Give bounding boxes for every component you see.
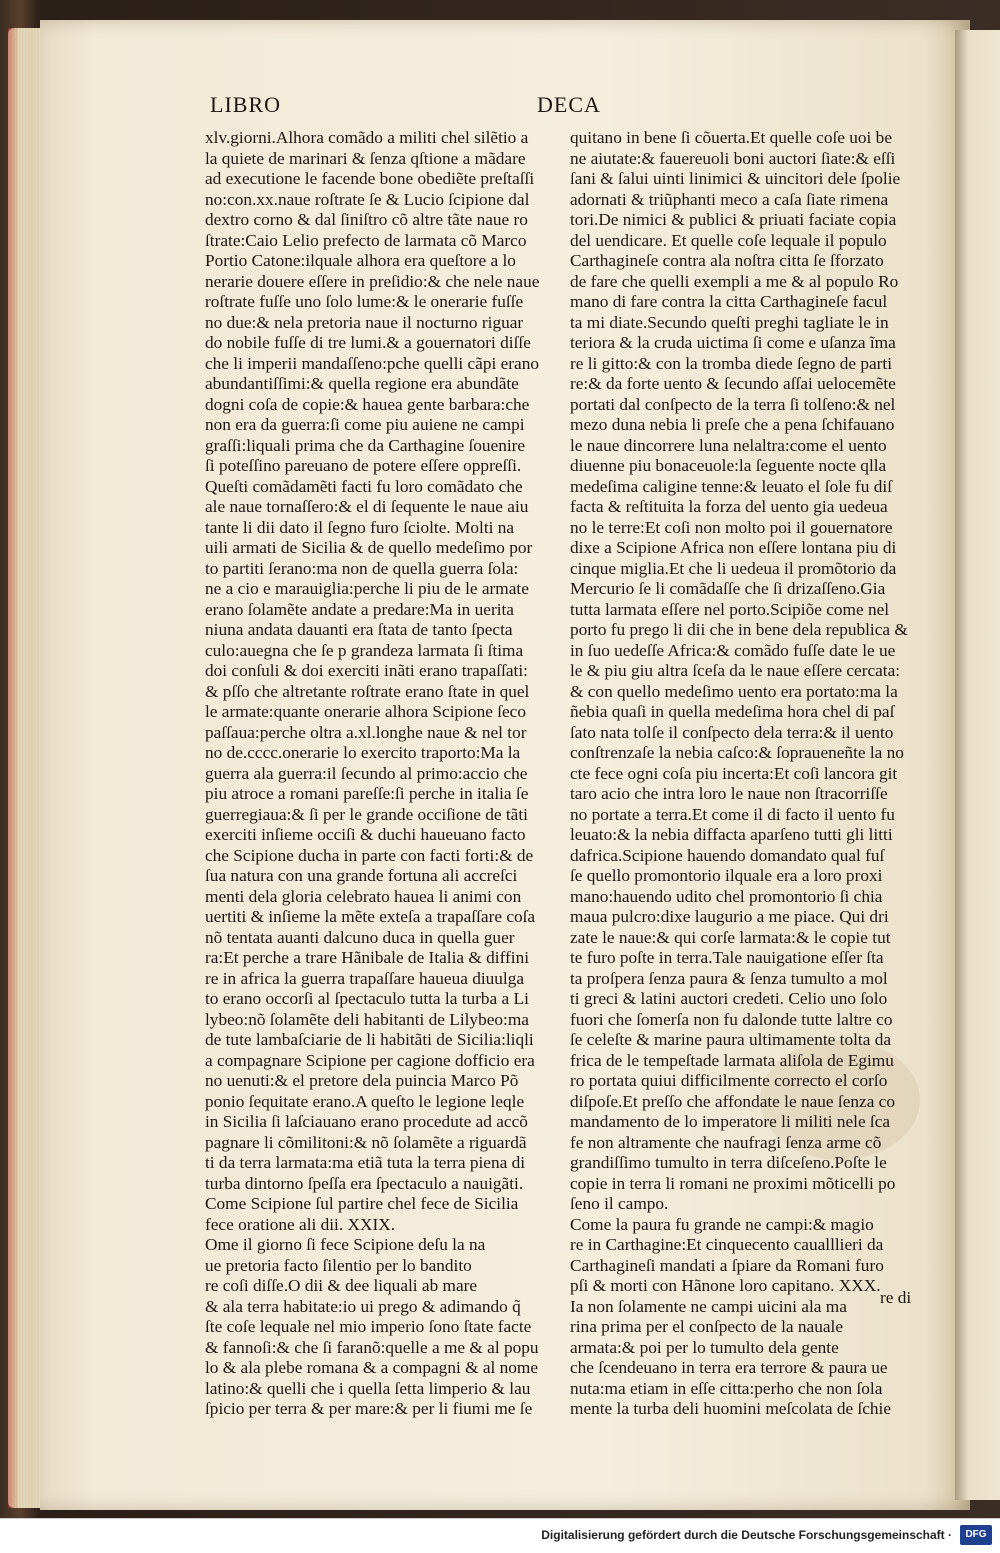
text-line: niuna andata dauanti era ſtata de tanto ſpecta — [205, 620, 513, 639]
text-line: ne aiutate:& fauereuoli boni auctori ſiate:& eſſi — [570, 148, 896, 168]
text-line: te furo poſte in terra.Tale nauigatione eſſer ſta — [570, 948, 884, 967]
text-line: Carthagineſe contra ala noſtra citta ſe ſforzato — [570, 251, 884, 270]
text-line: Carthagineſi mandati a ſpiare da Romani furo — [570, 1255, 884, 1275]
text-line: no due:& nela pretoria naue il nocturno riguar — [205, 312, 524, 332]
text-line: maua pulcro:dixe laugurio a me piace. Qui dri — [570, 907, 889, 926]
text-line: dogni coſa de copie:& hauea gente barbara:che — [205, 394, 530, 414]
text-line: ue pretoria facto ſilentio per lo bandito — [205, 1255, 472, 1275]
text-line: dixe a Scipione Africa non eſſere lontana piu di — [570, 538, 897, 557]
text-line: le & piu giu altra ſceſa da le naue eſſere cercata: — [570, 661, 901, 680]
text-line: & pſſo che altretante roſtrate erano ſtate in quel — [205, 681, 530, 701]
text-line: diuenne piu bonaceuole:la ſeguente nocte qlla — [570, 456, 887, 475]
text-line: re in africa la guerra trapaſſare haueua diuulga — [205, 968, 525, 988]
text-line: no de.cccc.onerarie lo exercito traporto:Ma la — [205, 743, 521, 762]
text-line: graſſi:liquali prima che da Carthagine ſouenire — [205, 435, 526, 455]
text-line: ñebia quaſi in quella medeſima hora chel di paſ — [570, 702, 895, 721]
text-line: mano di fare contra la citta Carthagineſe facul — [570, 292, 888, 311]
text-line: facta & reſtituita la forza del uento gia uedeua — [570, 497, 888, 516]
text-line: che li imperii mandaſſeno:pche quelli cãpi erano — [205, 353, 539, 373]
text-line: medeſima caligine tenne:& leuato el ſole fu diſ — [570, 476, 892, 496]
text-line: lybeo:nõ ſolamẽte deli habitanti de Lilybeo:ma — [205, 1009, 529, 1029]
text-line: uertiti & inſieme la mẽte exteſa a trapaſſare coſa — [205, 907, 536, 926]
text-line: fe non altramente che naufragi ſenza arme cõ — [570, 1132, 882, 1152]
text-line: in ſuo uedeſſe Africa:& comãdo fuſſe date le ue — [570, 640, 896, 660]
text-line: piu atroce a romani pareſſe:ſi perche in italia ſe — [205, 784, 529, 803]
text-line: re:& da forte uento & ſecundo aſſai uelocemẽte — [570, 374, 896, 393]
text-line: diſpoſe.Et preſſo che affondate le naue ſenza co — [570, 1091, 895, 1111]
text-line: ſe quello promontorio ilquale era a loro proxi — [570, 866, 883, 885]
text-line: ſua natura con una grande fortuna ali accreſci — [205, 866, 518, 885]
text-line: nuta:ma etiam in eſſe citta:perho che non ſola — [570, 1378, 883, 1398]
text-line: tante li dii dato il ſegno furo ſciolte. Molti na — [205, 517, 515, 537]
text-line: ne a cio e marauiglia:perche li piu de le armate — [205, 579, 529, 598]
text-line: to erano occorſi al ſpectaculo tutta la turba a Li — [205, 989, 529, 1008]
text-line: del uendicare. Et quelle coſe lequale il populo — [570, 230, 887, 250]
text-line: ſte coſe lequale nel mio imperio ſono ſtate facte — [205, 1317, 532, 1336]
text-line: guerregiaua:& ſi per le grande occiſione de tãti — [205, 804, 528, 824]
text-line: copie in terra li romani ne proximi mõticelli po — [570, 1173, 896, 1193]
text-line: ſi poteſſino pareuano de potere eſſere oppreſſi. — [205, 456, 522, 475]
text-line: erano ſolamẽte andate a predare:Ma in uerita — [205, 599, 514, 619]
text-line: re coſi diſſe.O dii & dee liquali ab mare — [205, 1276, 478, 1295]
text-line: taro acio che intra loro le naue non ſtracorriſſe — [570, 784, 888, 803]
text-line: frica de le tempeſtade larmata aliſola de Egimu — [570, 1050, 894, 1070]
right-column-text — [570, 128, 922, 1420]
text-line: do nobile fuſſe di tre lumi.& a gouernatori diſſe — [205, 333, 531, 352]
text-line: dextro corno & dal ſiniſtro cõ altre tãte naue ro — [205, 210, 528, 229]
text-line: Queſti comãdamẽti facti fu loro comãdato che — [205, 476, 523, 496]
text-line: leuato:& la nebia diffacta aparſeno tutti gli litti — [570, 825, 893, 844]
text-line: de tute lambaſciarie de li habitãti de Sicilia:liqli — [205, 1030, 534, 1049]
text-line: nõ tentata auanti dalcuno duca in quella guer — [205, 927, 515, 947]
text-line: lo & ala plebe romana & a compagni & al nome — [205, 1358, 539, 1377]
text-line: guerra ala guerra:il ſecundo al primo:accio che — [205, 763, 528, 783]
text-line: non era da guerra:ſi come piu auiene ne campi — [205, 415, 525, 434]
text-line: fece oratione ali dii. XXIX. — [205, 1214, 396, 1234]
text-line: cte fece ogni coſa piu incerta:Et coſi lancora git — [570, 763, 898, 783]
text-line: ponio ſequitate erano.A queſto le legione leqle — [205, 1091, 525, 1111]
text-line: conſtrenzaſe la nebia caſco:& ſopraueneñte la no — [570, 743, 904, 762]
text-line: Come la paura fu grande ne campi:& magio — [570, 1214, 874, 1234]
text-line: armata:& poi per lo tumulto dela gente — [570, 1337, 839, 1357]
text-line: xlv.giorni.Alhora comãdo a militi chel silẽtio a — [205, 128, 529, 147]
text-line: to partiti ſerano:ma non de quella guerra ſola: — [205, 558, 519, 578]
text-line: re in Carthagine:Et cinquecento caualllieri da — [570, 1235, 884, 1254]
text-line: porto fu prego li dii che in bene dela republica & — [570, 620, 908, 639]
text-line: pſi & morti con Hãnone loro capitano. XXX. — [570, 1276, 881, 1295]
text-line: ſani & ſalui uinti linimici & uincitori dele ſpolie — [570, 169, 901, 188]
text-line: Ome il giorno ſi fece Scipione deſu la na — [205, 1235, 486, 1254]
text-line: no le terre:Et coſi non molto poi il gouernatore — [570, 517, 893, 537]
text-line: le naue dincorrere luna nelaltra:come el uento — [570, 435, 887, 455]
text-line: mandamento de lo imperatore li militi nele ſca — [570, 1112, 891, 1131]
text-line: ti da terra larmata:ma etiã tuta la terra piena di — [205, 1153, 526, 1172]
text-line: & con quello medeſimo uento era portato:ma la — [570, 681, 898, 701]
text-line: la quiete de marinari & ſenza qſtione a mãdare — [205, 148, 526, 168]
text-line: quitano in bene ſi cõuerta.Et quelle coſe uoi be — [570, 128, 892, 147]
text-line: exerciti inſieme occiſi & duchi haueuano facto — [205, 825, 526, 844]
text-line: mezo duna nebia li preſe che a pena ſchifauano — [570, 415, 895, 434]
text-line: roſtrate fuſſe uno ſolo lume:& le onerarie fuſſe — [205, 292, 524, 311]
dfg-logo: DFG — [960, 1525, 992, 1545]
header-center: DECA — [537, 92, 601, 117]
text-line: re li gitto:& con la tromba diede ſegno de parti — [570, 353, 893, 373]
text-line: pagnare li cõmilitoni:& nõ ſolamẽte a riguardã — [205, 1132, 527, 1152]
text-line: che Scipione ducha in parte con facti forti:& de — [205, 845, 534, 865]
text-line: Come Scipione ſul partire chel fece de Sicilia — [205, 1194, 519, 1213]
right-page-edge — [955, 30, 1000, 1500]
text-line: Mercurio ſe li comãdaſſe che ſi drizaſſeno.Gia — [570, 579, 886, 598]
text-line: a compagnare Scipione per cagione dofficio era — [205, 1050, 535, 1070]
text-line: portati dal conſpecto de la terra ſi tolſeno:& nel — [570, 394, 896, 414]
footer-credit: Digitalisierung gefördert durch die Deutsche Forschungsgemeinschaft · — [541, 1528, 952, 1542]
text-line: de fare che quelli exempli a me & al populo Ro — [570, 271, 899, 291]
text-line: ta proſpera ſenza paura & ſenza tumulto a mol — [570, 968, 888, 988]
text-line: mente la turba deli huomini meſcolata de ſchie — [570, 1399, 892, 1418]
text-line: menti dela gloria celebrato hauea li animi con — [205, 886, 522, 906]
text-line: ſeno il campo. — [570, 1194, 669, 1213]
text-line: ra:Et perche a trare Hãnibale de Italia & diffini — [205, 948, 530, 967]
text-line: no uenuti:& el pretore dela puincia Marco Põ — [205, 1071, 519, 1090]
text-line: tori.De nimici & publici & priuati faciate copia — [570, 210, 897, 229]
text-line: no:con.xx.naue roſtrate ſe & Lucio ſcipione dal — [205, 189, 530, 209]
left-column-text — [205, 128, 555, 1420]
text-line: teriora & la cruda uictima ſi come e uſanza ĩma — [570, 333, 896, 352]
text-line: ad executione le facende bone obediẽte preſtaſſi — [205, 169, 535, 188]
text-line: le armate:quante onerarie alhora Scipione ſeco — [205, 702, 526, 721]
text-line: in Sicilia ſi laſciauano erano procedute ad accõ — [205, 1112, 528, 1131]
text-line: ſtrate:Caio Lelio prefecto de larmata cõ Marco — [205, 230, 527, 250]
text-line: paſſaua:perche oltra a.xl.longhe naue & nel tor — [205, 722, 527, 742]
catchword: re di — [880, 1288, 912, 1307]
header-left: LIBRO — [210, 92, 281, 117]
text-line: ſe celeſte & marine paura ultimamente tolta da — [570, 1030, 892, 1049]
text-line: Portio Catone:ilquale alhora era queſtore a lo — [205, 251, 516, 270]
text-line: che ſcendeuano in terra era terrore & paura ue — [570, 1358, 888, 1377]
text-line: zate le naue:& qui corſe larmata:& le copie tut — [570, 927, 891, 947]
text-line: culo:auegna che ſe p grandeza larmata ſi ſtima — [205, 640, 524, 660]
text-line: ro portata quiui difficilmente correcto el corſo — [570, 1071, 888, 1090]
text-line: ti greci & latini auctori credeti. Celio uno ſolo — [570, 989, 888, 1008]
text-line: uili armati de Sicilia & de quello medeſimo por — [205, 538, 533, 557]
text-line: no portate a terra.Et come il di facto il uento fu — [570, 804, 895, 824]
footer-bar — [0, 1518, 1000, 1553]
text-line: & fannoſi:& che ſi faranõ:quelle a me & al popu — [205, 1337, 539, 1357]
text-line: nerarie douere eſſere in preſidio:& che nele naue — [205, 271, 540, 291]
text-line: dafrica.Scipione hauendo domandato qual fuſ — [570, 845, 885, 865]
text-line: doi conſuli & doi exerciti inãti erano trapaſſati: — [205, 661, 528, 680]
text-line: ſpicio per terra & per mare:& per li fiumi me ſe — [205, 1399, 533, 1418]
text-line: ale naue tornaſſero:& el di ſequente le naue aiu — [205, 497, 529, 516]
text-line: tutta larmata eſſere nel porto.Scipiõe come nel — [570, 599, 890, 619]
text-line: latino:& quelli che i quella ſetta limperio & lau — [205, 1378, 531, 1398]
text-line: grandiſſimo tumulto in terra diſceſeno.Poſte le — [570, 1153, 887, 1172]
text-line: mano:hauendo udito chel promontorio ſi chia — [570, 886, 883, 906]
text-line: abundantiſſimi:& quella regione era abundãte — [205, 374, 519, 393]
text-line: & ala terra habitate:io ui prego & adimando q̃ — [205, 1296, 521, 1316]
text-line: fuori che ſomerſa non fu dalonde tutte laltre co — [570, 1009, 893, 1029]
text-line: ta mi diate.Secundo queſti preghi tagliate le in — [570, 312, 889, 332]
text-line: cinque miglia.Et che li uedeua il promõtorio da — [570, 558, 897, 578]
text-line: ſato nata tolſe il conſpecto dela terra:& il uento — [570, 722, 894, 742]
text-line: rina prima per el conſpecto de la nauale — [570, 1317, 844, 1336]
text-line: turba dintorno ſpeſſa era ſpectaculo a nauigãti. — [205, 1173, 524, 1193]
text-line: adornati & triũphanti meco a caſa ſiate rimena — [570, 189, 889, 209]
text-line: Ia non ſolamente ne campi uicini ala ma — [570, 1296, 847, 1316]
